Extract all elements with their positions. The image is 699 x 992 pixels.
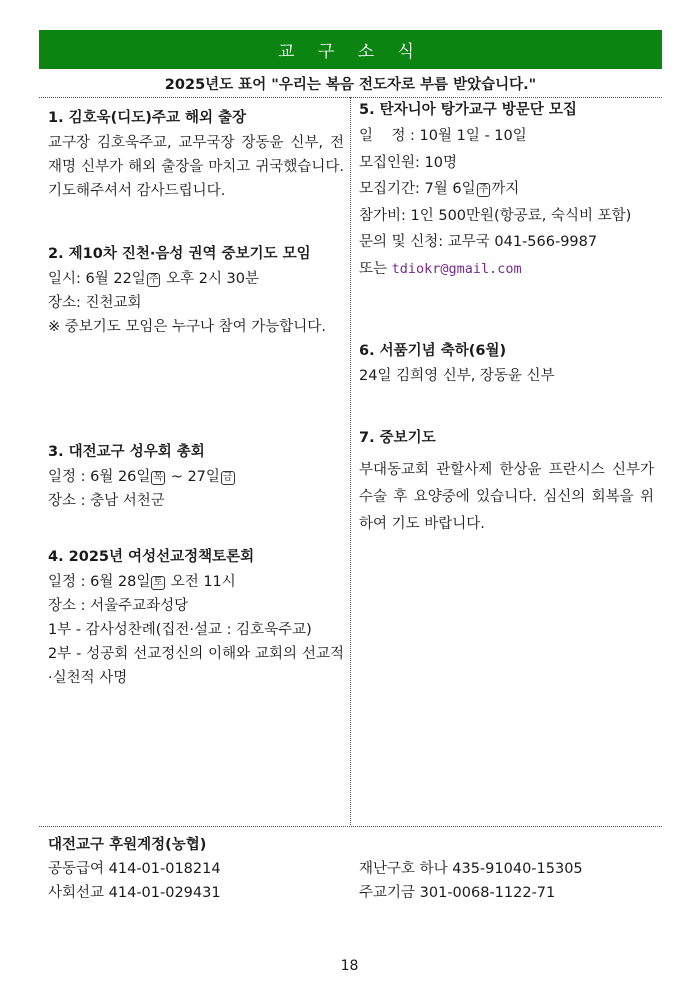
news-item-5-deadline: 모집기간: 7월 6일 주 까지 [359,181,520,197]
news-item-7-title: 7. 중보기도 [359,430,436,446]
news-item-6-title: 6. 서품기념 축하(6월) [359,343,507,359]
news-item-7 [359,425,654,538]
weekday-badge: 주 [478,184,489,195]
news-item-4-place: 장소 : 서울주교좌성당 [48,598,189,614]
news-item-5-title: 5. 탄자니아 탕가교구 방문단 모집 [359,102,577,118]
news-item-5-email-line: 또는 tdiokr@gmail.com [359,260,522,277]
news-item-1-title: 1. 김호욱(디도)주교 해외 출장 [48,110,247,126]
news-item-4-title: 4. 2025년 여성선교정책토론회 [48,549,255,565]
news-item-3-date: 일정 : 6월 26일 목 ~ 27일 금 [48,469,233,485]
news-item-6 [359,338,654,388]
weekday-badge: 토 [153,577,164,588]
donation-accounts [39,826,662,901]
left-column [39,97,351,825]
weekday-badge: 금 [222,472,233,483]
news-item-6-body: 24일 김희영 신부, 장동윤 신부 [359,368,555,384]
section-banner [39,30,662,69]
email-link[interactable]: tdiokr@gmail.com [391,260,522,277]
weekday-badge: 주 [148,274,159,285]
news-item-5-people: 모집인원: 10명 [359,154,457,171]
yearly-motto: 2025년도 표어 "우리는 복음 전도자로 부름 받았습니다." [39,69,662,98]
news-item-5-period: 일 정 : 10월 1일 - 10일 [359,128,527,144]
news-item-2-place: 장소: 진천교회 [48,295,142,311]
news-item-1 [48,105,344,203]
account-bishop-fund: 주교기금 301-0068-1122-71 [359,885,556,901]
news-item-7-body: 부대동교회 관할사제 한상윤 프란시스 신부가 수술 후 요양중에 있습니다. 심신의 회복을 위하여 기도 바랍니다. [359,462,654,532]
news-item-3-title: 3. 대전교구 성우회 총회 [48,444,205,460]
news-item-2 [48,241,344,339]
banner-title: 교 구 소 식 [278,42,423,62]
news-item-5 [359,97,654,282]
account-social-mission: 사회선교 414-01-029431 [48,885,221,901]
news-item-3 [48,439,344,513]
account-payroll: 공동급여 414-01-018214 [48,861,221,877]
news-item-4-part1: 1부 - 감사성찬례(집전·설교 : 김호욱주교) [48,622,312,638]
news-item-4-date: 일정 : 6월 28일 토 오전 11시 [48,574,236,590]
news-item-5-fee: 참가비: 1인 500만원(항공료, 숙식비 포함) [359,207,632,224]
news-item-4 [48,544,344,690]
page-number: 18 [340,958,359,974]
news-item-5-contact: 문의 및 신청: 교무국 041-566-9987 [359,234,598,250]
account-disaster-relief: 재난구호 하나 435-91040-15305 [359,861,583,877]
news-item-2-note: ※ 중보기도 모임은 누구나 참여 가능합니다. [48,319,326,335]
donation-accounts-title: 대전교구 후원계정(농협) [48,837,207,853]
weekday-badge: 목 [153,472,164,483]
news-item-3-place: 장소 : 충남 서천군 [48,493,165,509]
news-item-2-title: 2. 제10차 진천·음성 권역 중보기도 모임 [48,246,311,262]
news-item-2-date: 일시: 6월 22일 주 오후 2시 30분 [48,271,260,287]
news-item-4-part2: 2부 - 성공회 선교정신의 이해와 교회의 선교적·실천적 사명 [48,646,344,686]
news-item-1-body: 교구장 김호욱주교, 교무국장 장동윤 신부, 전재명 신부가 해외 출장을 마치고 귀국했습니다. 기도해주셔서 감사드립니다. [48,135,344,199]
